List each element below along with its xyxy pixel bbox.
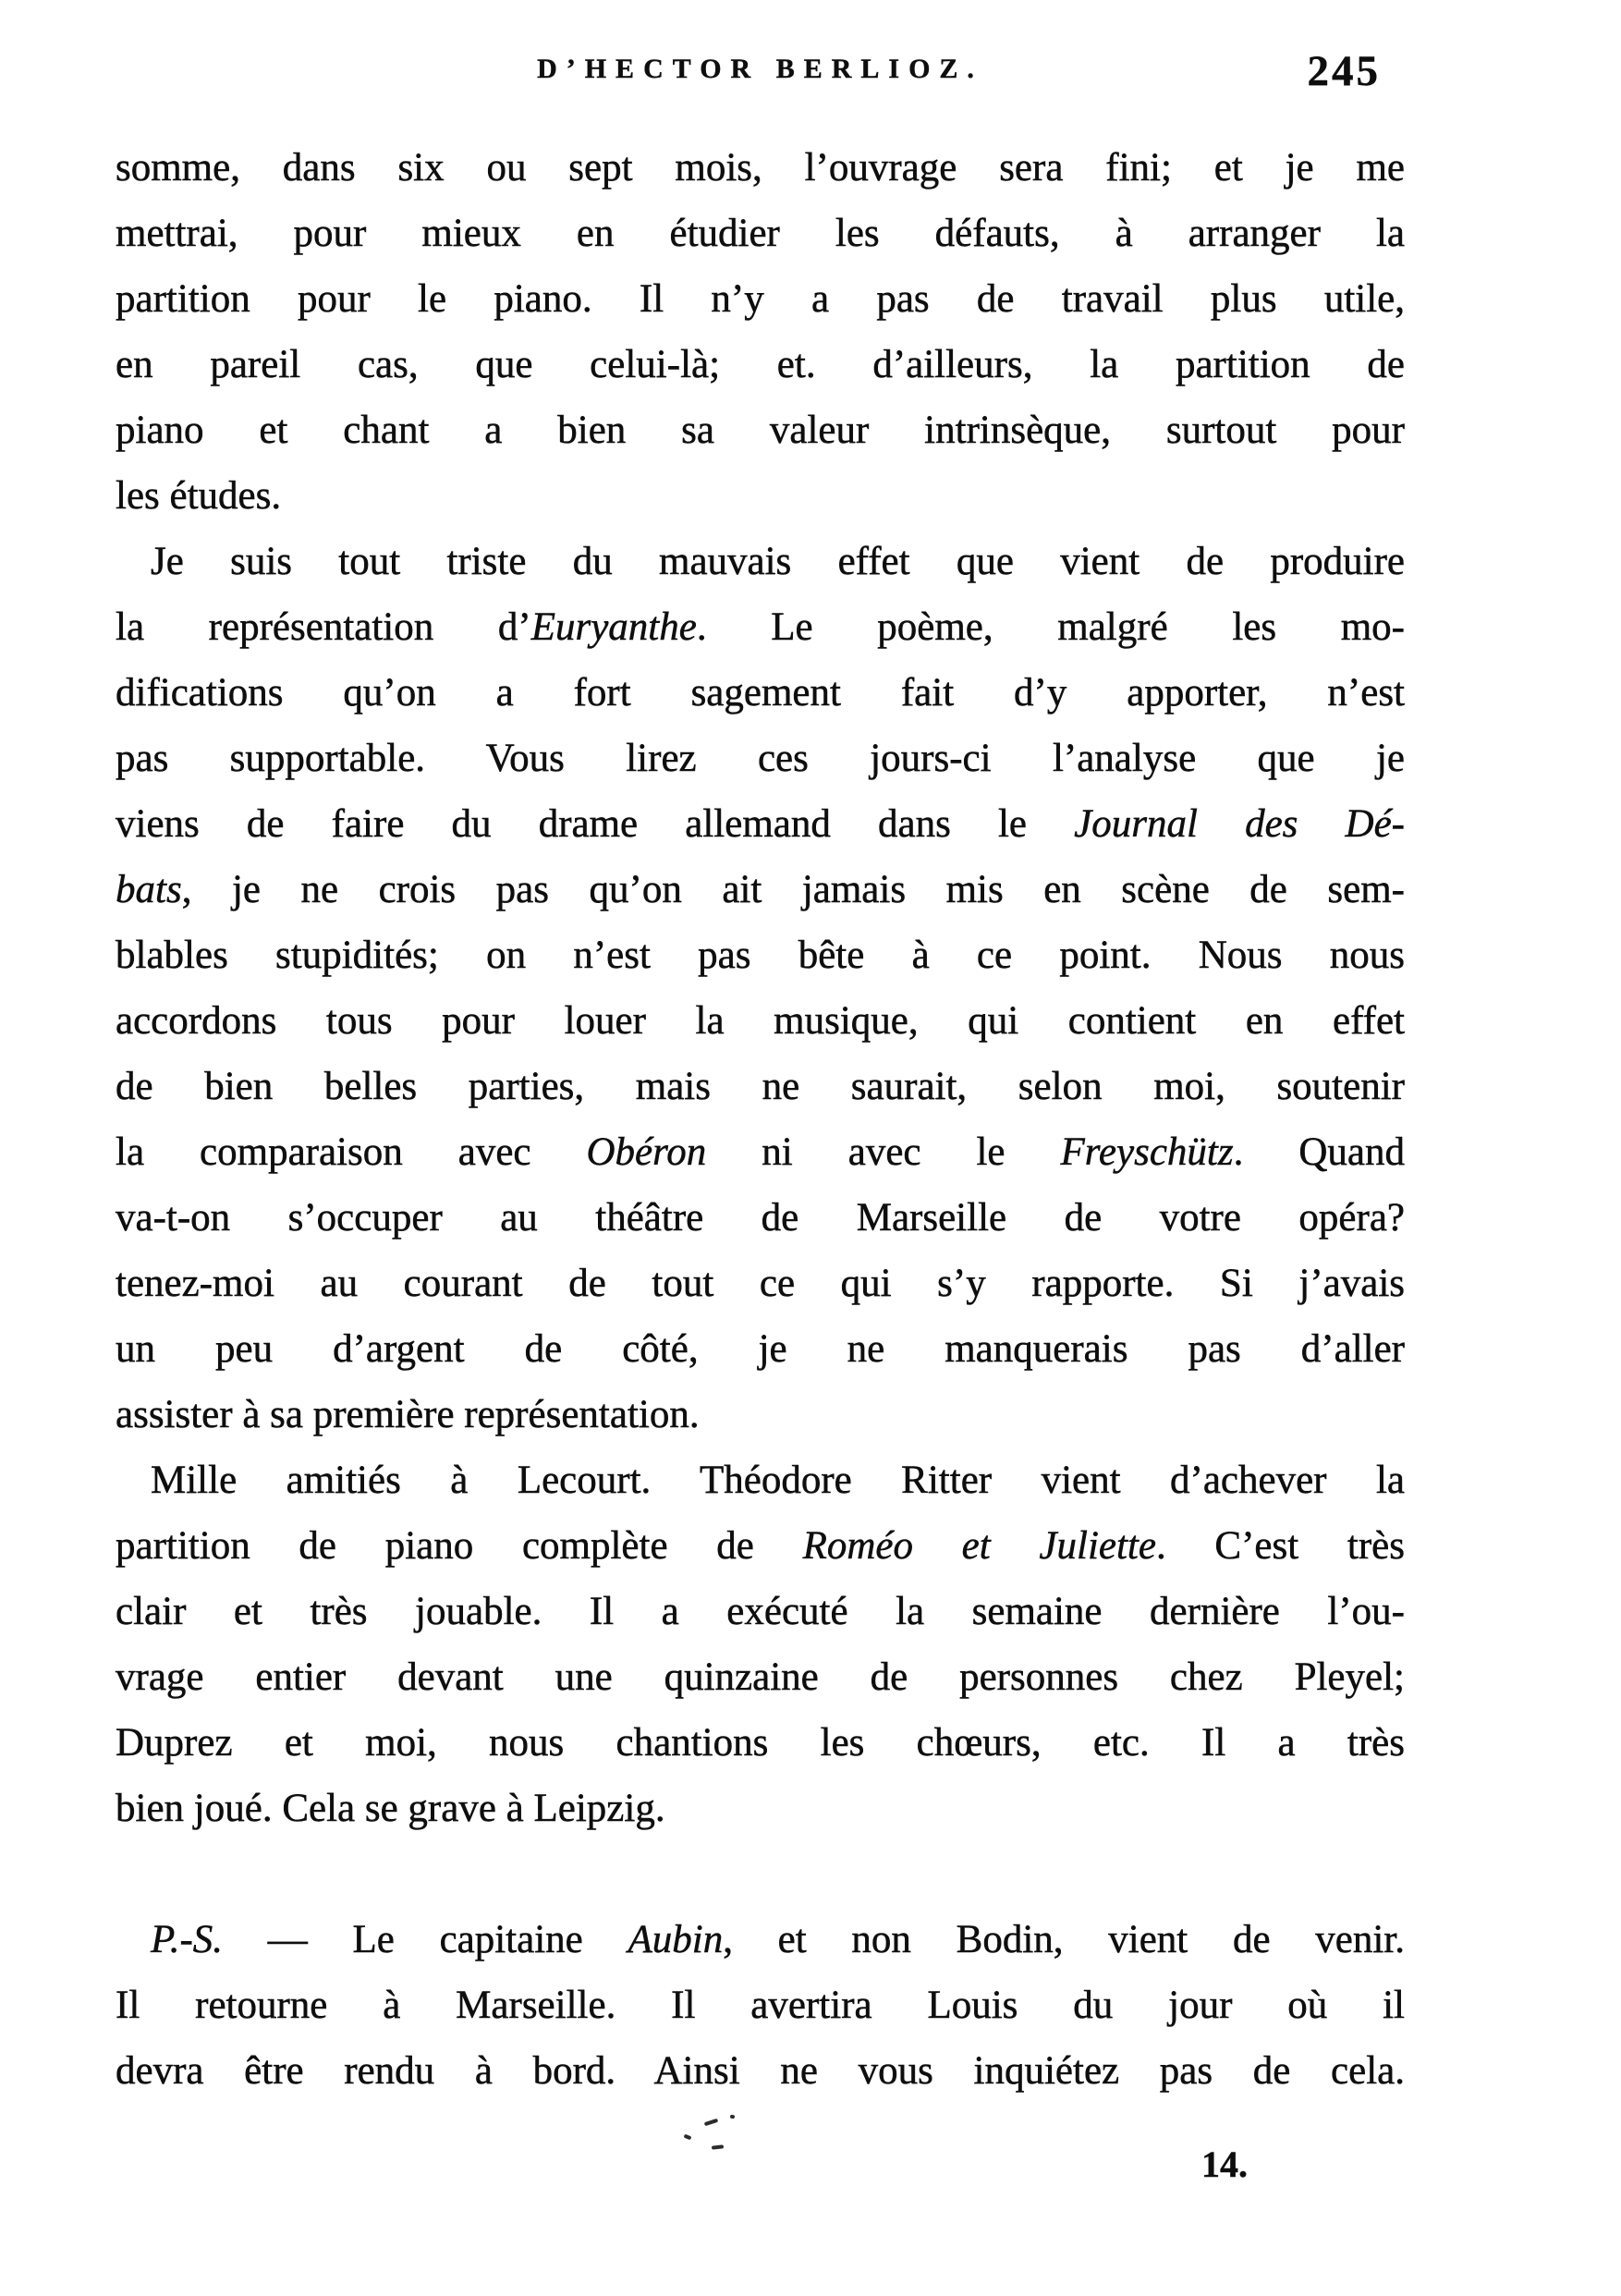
text-segment: . C’est très (1155, 1524, 1405, 1568)
page-header (116, 44, 1405, 96)
text-line (116, 791, 1405, 857)
text-segment: ni avec le (706, 1130, 1061, 1174)
italic-text-segment: Obéron (586, 1130, 707, 1174)
text-line (116, 1054, 1405, 1119)
text-segment: en pareil cas, que celui-là; et. d’ailleurs, la partition de (116, 343, 1405, 386)
text-segment: — Le capitaine (223, 1918, 628, 1961)
text-segment: blables stupidités; on n’est pas bête à ce point. Nous nous (116, 934, 1405, 977)
text-segment: somme, dans six ou sept mois, l’ouvrage sera fini; et je me (116, 146, 1405, 189)
text-segment: , et non Bodin, vient de venir. (723, 1918, 1405, 1961)
text-line (116, 1579, 1405, 1644)
text-segment: de bien belles parties, mais ne saurait, selon moi, soutenir (116, 1065, 1405, 1108)
text-segment: pas supportable. Vous lirez ces jours-ci l’analyse que je (116, 737, 1405, 780)
text-segment: les études. (116, 474, 282, 518)
italic-text-segment: Journal des Dé- (1074, 802, 1405, 846)
text-segment: la comparaison avec (116, 1130, 587, 1174)
text-segment: partition de piano complète de (116, 1524, 803, 1568)
text-line (116, 135, 1405, 201)
text-line (116, 660, 1405, 726)
text-line (116, 1251, 1405, 1316)
text-line (116, 1513, 1405, 1579)
text-segment: Il retourne à Marseille. Il avertira Louis du jour où il (116, 1984, 1405, 2027)
text-line (116, 1447, 1405, 1513)
text-segment: tenez-moi au courant de tout ce qui s’y rapporte. Si j’avais (116, 1262, 1405, 1305)
text-segment: viens de faire du drame allemand dans le (116, 802, 1075, 846)
italic-text-segment: Freyschütz (1060, 1130, 1234, 1174)
text-segment: bien joué. Cela se grave à Leipzig. (116, 1787, 665, 1830)
paragraph (116, 135, 1405, 529)
text-line (116, 1907, 1405, 1972)
text-line (116, 1185, 1405, 1251)
text-line (116, 1644, 1405, 1710)
text-line (116, 529, 1405, 594)
text-line (116, 397, 1405, 463)
text-line (116, 1710, 1405, 1776)
text-segment: va-t-on s’occuper au théâtre de Marseille de votre opéra? (116, 1196, 1405, 1240)
italic-text-segment: Aubin (628, 1918, 724, 1961)
italic-text-segment: Euryanthe (530, 605, 697, 649)
text-segment: vrage entier devant une quinzaine de personnes chez Pleyel; (116, 1655, 1405, 1699)
ink-speck (684, 2134, 692, 2141)
text-segment: Je suis tout triste du mauvais effet que vient de produire (151, 540, 1405, 583)
text-segment: assister à sa première représentation. (116, 1393, 700, 1436)
text-segment: clair et très jouable. Il a exécuté la semaine dernière l’ou- (116, 1590, 1405, 1633)
text-line (116, 1316, 1405, 1382)
page-body (116, 135, 1405, 2104)
text-line (116, 1119, 1405, 1185)
text-segment: difications qu’on a fort sagement fait d’y apporter, n’est (116, 671, 1405, 714)
text-segment: Duprez et moi, nous chantions les chœurs, etc. Il a très (116, 1721, 1405, 1765)
paragraph (116, 1907, 1405, 2104)
signature-mark: 14. (1201, 2143, 1248, 2185)
text-line (116, 463, 1405, 529)
text-line (116, 726, 1405, 791)
text-line (116, 922, 1405, 988)
text-line (116, 2038, 1405, 2104)
text-line (116, 594, 1405, 660)
text-segment: partition pour le piano. Il n’y a pas de travail plus utile, (116, 277, 1405, 321)
text-segment: la représentation d’ (116, 605, 531, 649)
page-number: 245 (1307, 47, 1381, 95)
text-line (116, 988, 1405, 1054)
ink-speck (712, 2144, 724, 2149)
text-segment: Mille amitiés à Lecourt. Théodore Ritter vient d’achever la (151, 1459, 1405, 1502)
text-line (116, 1972, 1405, 2038)
paragraph (116, 529, 1405, 1447)
text-segment: , je ne crois pas qu’on ait jamais mis en scène de sem- (181, 868, 1405, 911)
italic-text-segment: bats (116, 868, 182, 911)
text-segment: piano et chant a bien sa valeur intrinsèque, surtout pour (116, 409, 1405, 452)
text-segment: devra être rendu à bord. Ainsi ne vous inquiétez pas de cela. (116, 2049, 1405, 2093)
running-title: D’HECTOR BERLIOZ. (537, 54, 983, 84)
text-line (116, 857, 1405, 922)
text-line (116, 1382, 1405, 1447)
italic-text-segment: Roméo et Juliette (802, 1524, 1156, 1568)
paragraph (116, 1447, 1405, 1841)
text-segment: un peu d’argent de côté, je ne manquerais pas d’aller (116, 1327, 1405, 1371)
text-segment: accordons tous pour louer la musique, qui contient en effet (116, 999, 1405, 1043)
ink-speck (704, 2119, 719, 2126)
text-line (116, 1776, 1405, 1841)
text-line (116, 201, 1405, 266)
italic-text-segment: P.-S. (151, 1918, 224, 1961)
text-line (116, 266, 1405, 332)
ink-speck (730, 2115, 736, 2119)
text-segment: mettrai, pour mieux en étudier les défauts, à arranger la (116, 212, 1405, 255)
text-segment: . Le poème, malgré les mo- (696, 605, 1405, 649)
text-line (116, 332, 1405, 397)
text-segment: . Quand (1233, 1130, 1405, 1174)
